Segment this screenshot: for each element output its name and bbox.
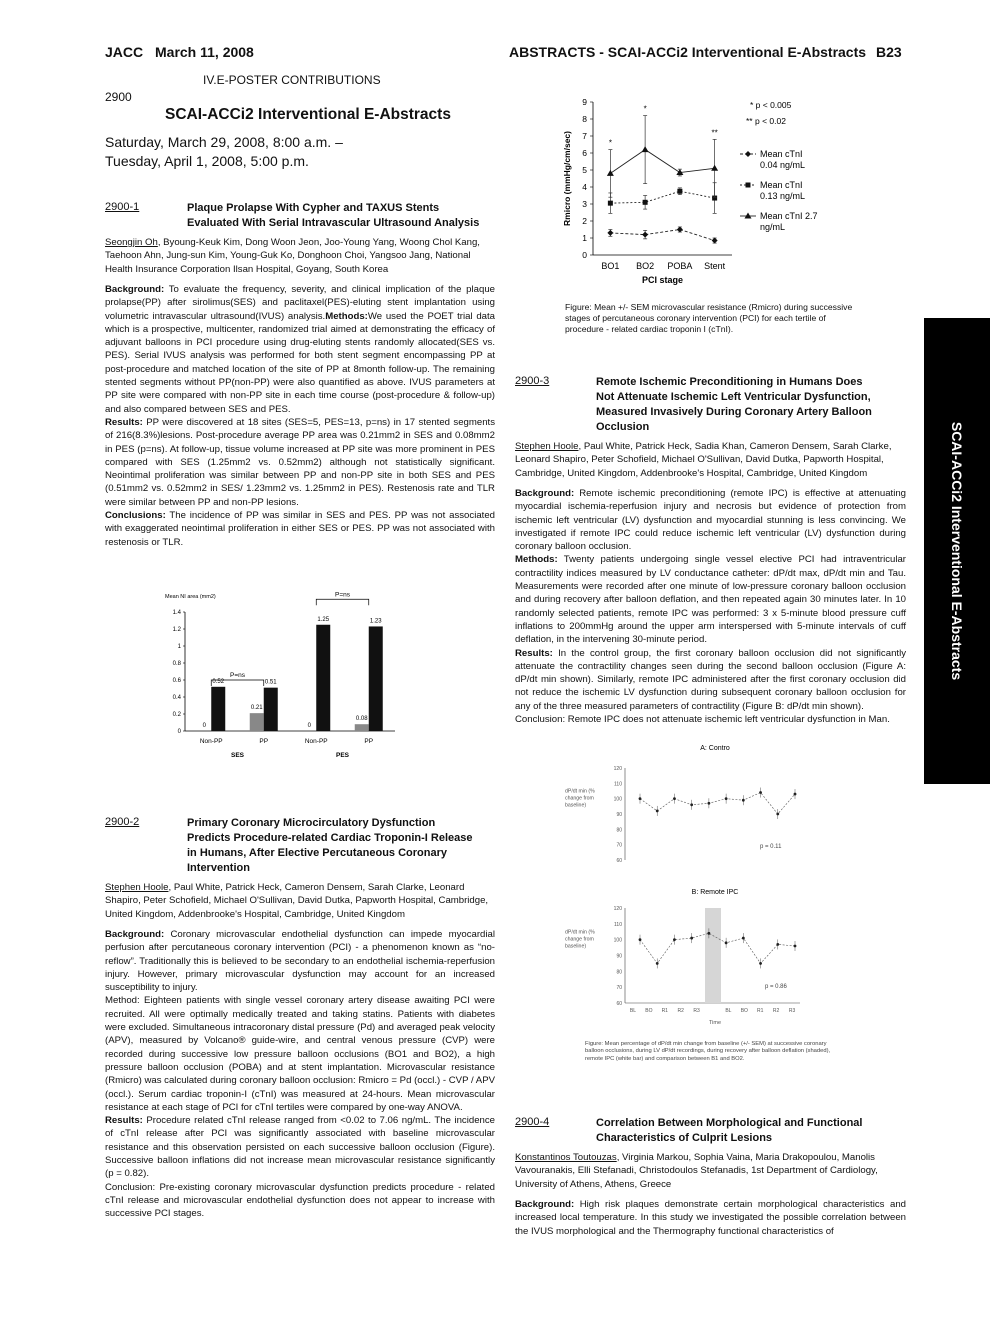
x-tick-label: BO2	[636, 261, 655, 271]
abstract-body: Background: Coronary microvascular endothelial dysfunction can impede myocardial perfusion after percutaneous coronary intervention (PCI) - a phenomenon known as “no-reflow”. Traditionally this is believed to be secondary to an endothelial ischemia-reperfusion injury. However, primary microvascular dysfunction may account for an increased susceptibility to injury. Method: Eighteen patients with single vessel coronary artery disease awaiting PCI were recruited. All were optimally medically treated and taking statins. Patients with diabetes were excluded. Simultaneous intracoronary distal pressure (Pd) and averaged peak velocity (APV), measured by Volcano® guide-wire, and central venous pressure (CVP) were recorded during successive low pressure balloon occlusions (BO1 and BO2), a high pressure balloon occlusion (POBA) and at stent implantation. Microvascular resistance (Rmicro) was calculated during coronary balloon occlusion: Rmicro = Pd (occl.) - CVP / APV (occl.). Serum cardiac troponin-I (cTnI) was measured at 24-hours. Mean microvascular resistance at each stage of PCI for cTnI tertiles were compared by one-way ANOVA. Results: Procedure related cTnI release ranged from <0.02 to 7.06 ng/mL. The incidence of cTnI release after PCI was significantly associated with baseline microvascular resistance and this observation persisted on each successive balloon occlusion (Figure). Successive balloon inflations did not increase mean microvascular resistance significantly (p = 0.82). Conclusion: Pre-existing coronary microvascular dysfunction predicts procedure - related cTnI release and microvascular endothelial dysfunction does not appear to increase with successive PCI stages.	[105, 929, 495, 1220]
abstract-authors: Konstantinos Toutouzas, Virginia Markou, Sophia Vaina, Maria Drakopoulou, Manolis Vavouranakis, Elli Stefanadi, Christodoulos Stefanadis, 1st Department of Cardiology, University of Athens, Athens, Greece	[515, 1152, 878, 1190]
abstract-title: Plaque Prolapse With Cypher and TAXUS Stents Evaluated With Serial Intravascular Ultrasound Analysis	[187, 202, 480, 229]
x-tick-label: BO	[740, 1008, 748, 1014]
abstract-authors: Seongjin Oh, Byoung-Keuk Kim, Dong Woon Jeon, Joo-Young Yang, Woong Chol Kang, Taehoon Ahn, Jung-sun Kim, Young-Guk Ko, Donghoon Choi, Yangsoo Jang, National Health Insurance Corporation Ilsan Hospital, Goyang, South Korea	[105, 237, 480, 275]
bar	[211, 687, 225, 731]
presenting-author[interactable]: Stephen Hoole	[515, 441, 579, 452]
legend-label: ng/mL	[760, 222, 786, 232]
data-point	[639, 938, 642, 941]
significance-marker: *	[608, 138, 612, 148]
series-line	[610, 150, 714, 174]
y-tick-label: 90	[616, 953, 622, 960]
data-point	[673, 938, 676, 941]
neointimal-area-bar-chart	[160, 588, 410, 768]
legend-label: Mean cTnI	[760, 149, 803, 159]
figure-caption: Figure: Mean percentage of dP/dt min change from baseline (+/- SEM) at successive coronary balloon occlusions, during LV dP/dt recordings, during recovery after balloon deflation (shaded), remote IPC (white bar) and comparison between B1 and BO2.	[585, 1041, 831, 1062]
category-label: PP	[364, 738, 374, 745]
y-axis-label: baseline)	[565, 802, 587, 809]
chart-title: Mean NI area (mm2)	[165, 594, 216, 600]
abstract-body: Background: Remote ischemic preconditioning (remote IPC) is effective at attenuating myocardial ischemia-reperfusion injury and necrosis but evidence of protection from ischemic left ventricular (LV) dysfunction and myocardial stunning is less convincing. We investigated if remote IPC could reduce ischemic left ventricular (LV) dysfunction during coronary balloon occlusion. Methods: Twenty patients undergoing single vessel elective PCI had intraventricular contractility indices measured by LV conductance catheter: dP/dt max, dP/dt min and Tau. Measurements were recorded after one minute of low-pressure coronary balloon occlusion and during recovery after balloon deflation, and then repeated again 30 minutes later. In 10 randomly selected patients, remote IPC was performed: 3 x 5-minute blood pressure cuff inflations to 200mmHg around the upper arm interspersed with 5-minute intervals of cuff deflation, in the intervening 30-minute period. Results: In the control group, the first coronary balloon occlusion did not significantly attenuate the contractility changes seen during the second balloon occlusion (Figure A: dP/dt min shown). Similarly, remote IPC administered after the first coronary occlusion did not reduce the ischemic LV dysfunction during subsequent coronary balloon occlusion for any of the three measured parameters of contractility (Figure B: dP/dt min shown). Conclusion: Remote IPC does not attenuate ischemic left ventricular dysfunction in Man.	[515, 488, 906, 726]
data-point	[794, 793, 797, 796]
y-axis-label: dP/dt min (%	[565, 929, 595, 936]
significance-label: P=ns	[335, 591, 350, 599]
significance-marker: **	[711, 128, 718, 138]
y-tick-label: 100	[613, 796, 622, 803]
data-point	[759, 962, 762, 965]
data-point	[794, 945, 797, 948]
figure-caption: Figure: Mean +/- SEM microvascular resistance (Rmicro) during successive stages of percutaneous coronary intervention (PCI) for each tertile of procedure - related cardiac troponin I (cTnI).	[565, 302, 853, 334]
presenting-author[interactable]: Stephen Hoole	[105, 882, 169, 893]
data-point-triangle	[607, 170, 614, 176]
legend-label: 0.04 ng/mL	[760, 160, 806, 170]
x-tick-label: BL	[725, 1008, 732, 1014]
abstract-authors: Stephen Hoole, Paul White, Patrick Heck, Sadia Khan, Cameron Densem, Sarah Clarke, Leonard Shapiro, Peter Schofield, Michael O'Sullivan, David Dutka, Papworth Hospital, Cambridge, United Kingdom, Addenbrooke's Hospital, Cambridge, United Kingdom	[515, 441, 892, 479]
y-tick-label: 0	[582, 250, 587, 260]
bar-value-label: 0.51	[264, 679, 277, 686]
data-point-diamond	[642, 232, 648, 238]
x-tick-label: R1	[757, 1008, 764, 1014]
data-point	[639, 797, 642, 800]
abstract-authors: Stephen Hoole, Paul White, Patrick Heck, Cameron Densem, Sarah Clarke, Leonard Shapiro, Peter Schofield, Michael O'Sullivan, David Dutka, Papworth Hospital, Cambridge, United Kingdom, Addenbrooke's Hospital, Cambridge, United Kingdom	[105, 882, 489, 920]
bar-value-label: 0	[307, 723, 311, 729]
y-tick-label: 60	[616, 858, 622, 864]
x-axis-label: Time	[708, 1020, 722, 1026]
data-point-triangle	[642, 146, 649, 152]
data-point	[673, 797, 676, 800]
data-point	[759, 791, 762, 794]
y-tick-label: 70	[616, 842, 622, 849]
journal-name: JACC	[105, 44, 144, 60]
group-label: SES	[230, 752, 245, 759]
data-point-diamond	[712, 238, 718, 244]
data-point	[690, 803, 693, 806]
data-point	[656, 962, 659, 965]
y-tick-label: 1	[582, 233, 587, 243]
y-tick-label: 0.8	[172, 661, 181, 667]
p-value-annotation: p = 0.11	[760, 844, 782, 850]
y-tick-label: 5	[582, 165, 587, 175]
y-tick-label: 6	[582, 148, 587, 158]
legend-marker	[745, 151, 751, 157]
y-tick-label: 0	[177, 729, 181, 735]
presenting-author[interactable]: Seongjin Oh	[105, 237, 158, 248]
page-number: B23	[876, 44, 902, 60]
x-axis-label: PCI stage	[641, 275, 684, 285]
bar-value-label: 1.25	[317, 616, 330, 623]
session-dates: Saturday, March 29, 2008, 8:00 a.m. – Tuesday, April 1, 2008, 5:00 p.m.	[105, 134, 343, 169]
y-tick-label: 80	[616, 827, 622, 834]
x-tick-label: R2	[677, 1008, 684, 1014]
y-axis-label: change from	[565, 936, 594, 943]
data-point-diamond	[677, 227, 683, 233]
legend-label: 0.13 ng/mL	[760, 191, 806, 201]
x-tick-label: R3	[788, 1008, 796, 1014]
y-tick-label: 8	[582, 114, 587, 124]
y-tick-label: 9	[582, 97, 587, 107]
p-value-annotation: p = 0.86	[765, 984, 787, 990]
abstract-title: Primary Coronary Microcirculatory Dysfunction Predicts Procedure-related Cardiac Troponin-I Release in Humans, After Elective Percutaneous Coronary Intervention	[187, 817, 473, 874]
panel-title: A: Contro	[700, 745, 730, 752]
y-tick-label: 7	[582, 131, 587, 141]
significance-marker: *	[643, 104, 647, 114]
x-tick-label: BO1	[601, 261, 620, 271]
x-tick-label: R1	[661, 1008, 668, 1014]
abstract-number[interactable]: 2900-1	[105, 201, 140, 213]
category-label: Non-PP	[199, 738, 223, 745]
legend-label: Mean cTnI	[760, 180, 803, 190]
data-point-triangle	[711, 165, 718, 171]
x-tick-label: Stent	[704, 261, 726, 271]
session-type: IV.E-POSTER CONTRIBUTIONS	[203, 73, 381, 87]
y-tick-label: 110	[614, 921, 622, 928]
bar	[355, 724, 369, 731]
remote-ipc-dpdt-chart	[560, 880, 830, 1040]
bar-value-label: 0	[202, 723, 206, 729]
running-section-title: ABSTRACTS - SCAI-ACCi2 Interventional E-Abstracts	[509, 44, 867, 60]
bar-value-label: 0.52	[212, 678, 225, 685]
bar	[250, 713, 264, 731]
data-point-square	[677, 189, 682, 194]
y-tick-label: 0.6	[172, 678, 181, 684]
legend-note: ** p < 0.02	[746, 116, 786, 126]
data-point	[742, 799, 745, 802]
y-tick-label: 1.2	[172, 627, 181, 633]
remote-ipc-shading	[705, 908, 721, 1003]
category-label: PP	[259, 738, 269, 745]
y-tick-label: 3	[582, 199, 587, 209]
x-tick-label: POBA	[667, 261, 693, 271]
y-axis-label: Rmicro (mmHg/cm/sec)	[562, 131, 572, 226]
category-label: Non-PP	[304, 738, 328, 745]
y-tick-label: 1.4	[172, 610, 181, 616]
abstract-body: Background: To evaluate the frequency, severity, and clinical implication of the plaque prolapse(PP) after sirolimus(SES) and paclitaxel(PES)-eluting stent implantation using volumetric intravascular ultrasound(IVUS) analysis.Methods:We used the POET trial data which is a prospective, multicenter, randomized trial aimed at demonstrating the efficacy of adjuvant balloons in PCI procedure using drug-eluting stents randomly allocated(SES vs. PES). Serial IVUS analysis was performed for both stent segment encompassing PP at post-procedure and matched location of the site of PP at 8month follow-up. The remaining stented segments without PP(non-PP) were also quantified as above. IVUS parameters at PP site were compared with non-PP site in each time course (post-procedure & follow-up) and also compared between SES and PES. Results: PP were discovered at 18 sites (SES=5, PES=13, p=ns) in 17 stented segments of 216(8.3%)lesions. Post-procedure average PP area was 0.21mm2 in SES and 0.08mm2 in PES (p=ns). At follow-up, tissue volume increased at PP site was more prominent in PES compared with SES (1.25mm2 vs. 0.52mm2) although not statistically significant. Neointimal proliferation was similar between PP and non-PP site in both SES and PES (0.51mm2 vs. 0.52mm2 in SES/ 1.23mm2 vs. 1.25mm2 in PES). Restenosis rate and TLR were similar between PP and non-PP lesions. Conclusions: The incidence of PP was similar in SES and PES. PP was not associated with exaggerated neointimal proliferation in either SES or PES. PP was not associated with restenosis or TLR.	[105, 284, 495, 548]
y-tick-label: 1	[177, 644, 181, 650]
legend-note: * p < 0.005	[750, 100, 792, 110]
series-line	[610, 230, 714, 241]
data-point-square	[608, 201, 613, 206]
x-tick-label: R3	[693, 1008, 700, 1014]
y-tick-label: 110	[614, 781, 622, 788]
data-point	[742, 937, 745, 940]
y-tick-label: 120	[613, 906, 622, 912]
issue-date: March 11, 2008	[155, 44, 254, 60]
significance-bracket	[316, 599, 369, 605]
abstract-number[interactable]: 2900-4	[515, 1116, 550, 1128]
bar	[316, 625, 330, 731]
y-tick-label: 0.2	[172, 712, 181, 718]
data-point	[656, 810, 659, 813]
bar-value-label: 0.21	[250, 705, 263, 712]
series-line	[640, 793, 795, 814]
abstract-title: Correlation Between Morphological and Functional Characteristics of Culprit Lesions	[596, 1117, 863, 1144]
data-point	[725, 941, 728, 944]
legend-label: Mean cTnI 2.7	[760, 211, 818, 221]
series-line	[610, 191, 714, 203]
data-point-diamond	[607, 230, 613, 236]
y-tick-label: 4	[582, 182, 587, 192]
control-dpdt-chart	[560, 738, 820, 870]
data-point	[707, 932, 710, 935]
rmicro-line-chart	[560, 92, 850, 292]
y-axis-label: change from	[565, 795, 594, 802]
session-number: 2900	[105, 90, 132, 104]
bar-value-label: 0.08	[355, 716, 368, 723]
y-axis-label: dP/dt min (%	[565, 788, 595, 795]
y-tick-label: 80	[616, 969, 622, 976]
abstract-number[interactable]: 2900-2	[105, 816, 140, 828]
y-tick-label: 120	[613, 766, 622, 772]
group-label: PES	[335, 752, 350, 759]
y-tick-label: 70	[616, 985, 622, 992]
bar	[369, 626, 383, 731]
significance-label: P=ns	[230, 672, 245, 679]
data-point	[776, 813, 779, 816]
x-tick-label: R2	[772, 1008, 780, 1014]
legend-marker	[745, 213, 752, 219]
legend-marker	[746, 183, 751, 188]
y-tick-label: 90	[616, 812, 622, 818]
bar	[264, 688, 278, 731]
abstract-body: Background: High risk plaques demonstrate certain morphological characteristics and increased local temperature. In this study we investigated the possible correlation between the IVUS morphological and the Thermography functional characteristics of	[515, 1199, 906, 1237]
panel-title: B: Remote IPC	[691, 889, 739, 896]
y-tick-label: 100	[613, 937, 622, 944]
abstract-number[interactable]: 2900-3	[515, 375, 550, 387]
bar-value-label: 1.23	[369, 618, 382, 625]
presenting-author[interactable]: Konstantinos Toutouzas	[515, 1152, 617, 1163]
y-tick-label: 2	[582, 216, 587, 226]
y-tick-label: 0.4	[172, 695, 181, 701]
section-sidebar-tab: SCAI-ACCi2 Interventional E-Abstracts	[924, 318, 990, 784]
x-tick-label: BL	[629, 1008, 637, 1014]
data-point-square	[643, 200, 648, 205]
data-point	[725, 797, 728, 800]
data-point	[690, 937, 693, 940]
y-axis-label: baseline)	[565, 943, 587, 950]
data-point	[707, 802, 710, 805]
x-tick-label: BO	[645, 1008, 653, 1014]
abstract-title: Remote Ischemic Preconditioning in Humans Does Not Attenuate Ischemic Left Ventricular Dysfunction, Measured Invasively During Coronary Artery Balloon Occlusion	[596, 376, 872, 433]
session-title: SCAI-ACCi2 Interventional E-Abstracts	[165, 106, 451, 123]
data-point	[776, 943, 779, 946]
y-tick-label: 60	[616, 1001, 622, 1007]
